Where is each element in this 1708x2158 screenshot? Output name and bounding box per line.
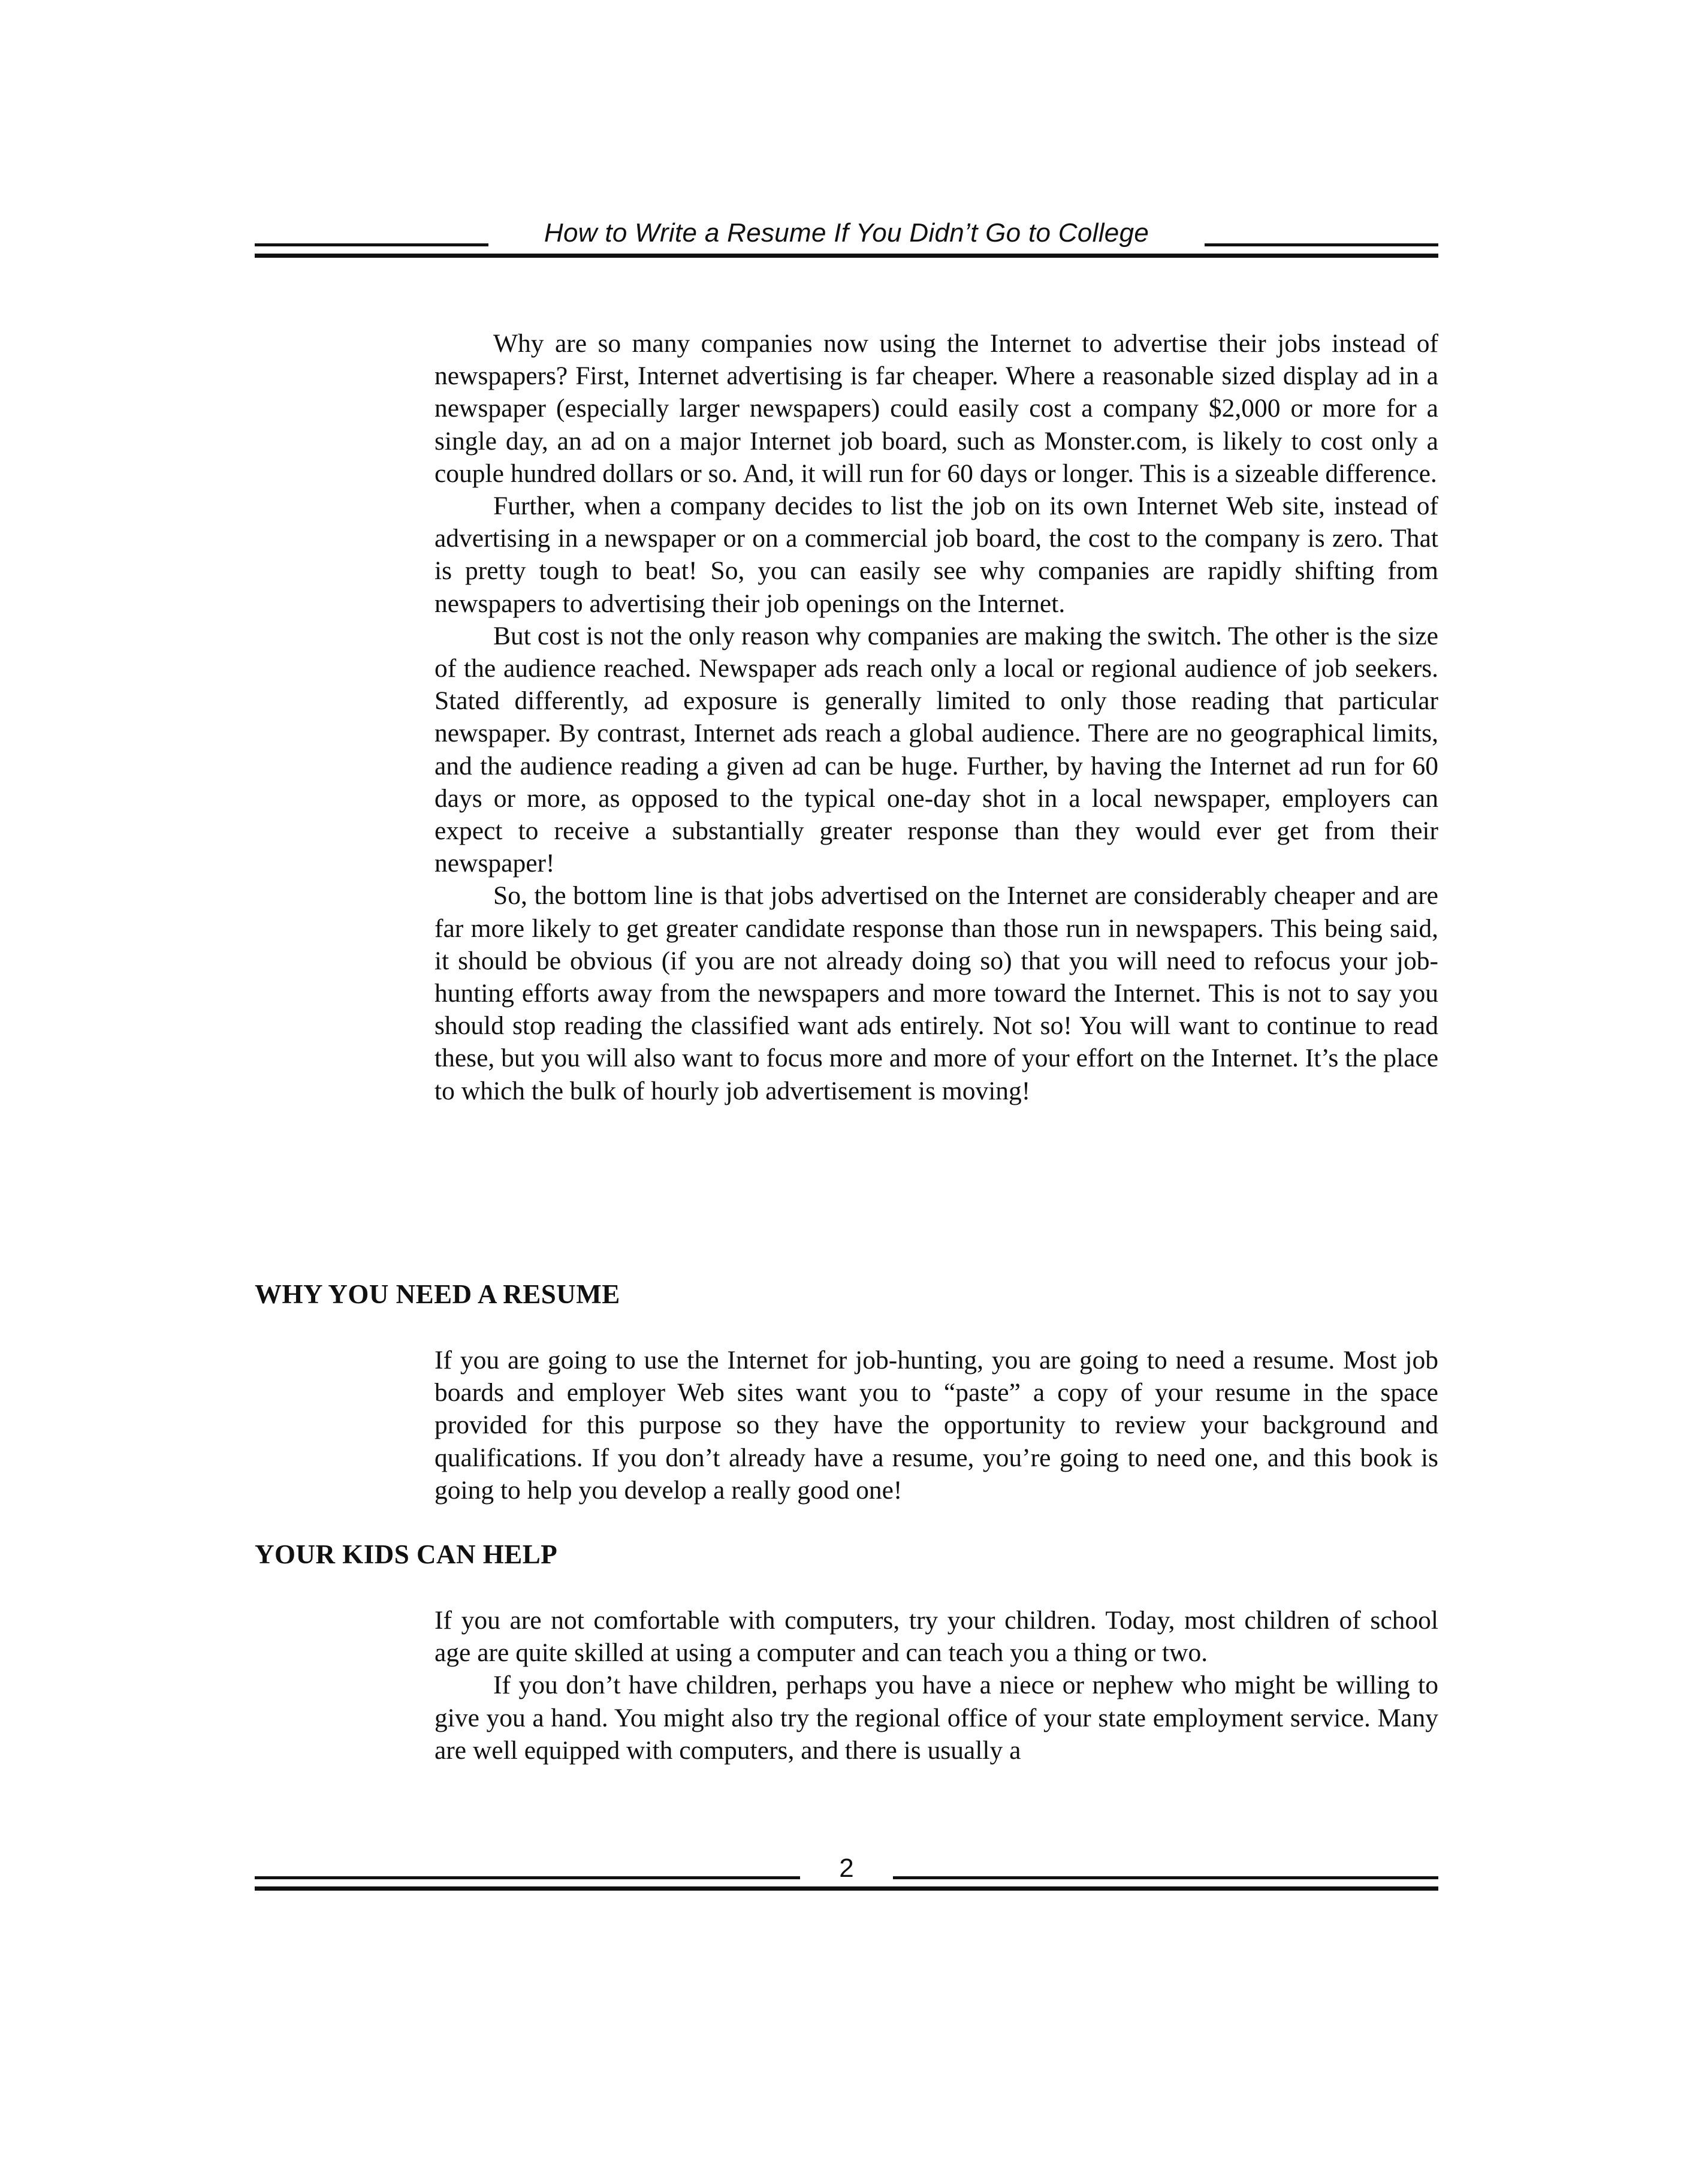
paragraph: But cost is not the only reason why companies are making the switch. The other is the size of the audience reached. Newspaper ads reach only a local or regional audience of job seekers. Stated differently, ad exposure is generally limited to only those reading that particular newspaper. By contrast, Internet ads reach a global audience. There are no geographical limits, and the audience reading a given ad can be huge. Further, by having the Internet ad run for 60 days or more, as opposed to the typical one-day shot in a local newspaper, employers can expect to receive a substantially greater response than they would ever get from their newspaper! — [434, 621, 1438, 878]
paragraph: If you are not comfortable with computers, try your children. Today, most children of school age are quite skilled at using a computer and can teach you a thing or two. — [434, 1606, 1438, 1668]
page-number: 2 — [839, 1853, 854, 1883]
paragraph: Further, when a company decides to list the job on its own Internet Web site, instead of advertising in a newspaper or on a commercial job board, the cost to the company is zero. That is pretty tough to beat! So, you can easily see why companies are rapidly shifting from newspapers to advertising their job openings on the Internet. — [434, 492, 1438, 618]
section-heading-kids: YOUR KIDS CAN HELP — [255, 1539, 558, 1569]
kids-section — [434, 1604, 1438, 1767]
page-footer — [255, 1853, 1438, 1894]
paragraph: So, the bottom line is that jobs advertised on the Internet are considerably cheaper and are far more likely to get greater candidate response than those run in newspapers. This being said, it should be obvious (if you are not already doing so) that you will need to refocus your job-hunting efforts away from the newspapers and more toward the Internet. This is not to say you should stop reading the classified want ads entirely. Not so! You will want to continue to read these, but you will also want to focus more and more of your effort on the Internet. It’s the place to which the bulk of hourly job advertisement is moving! — [434, 881, 1438, 1105]
intro-section — [434, 327, 1438, 1107]
section-heading-resume: WHY YOU NEED A RESUME — [255, 1279, 620, 1309]
running-header — [255, 218, 1438, 264]
paragraph: Why are so many companies now using the Internet to advertise their jobs instead of newspapers? First, Internet advertising is far cheaper. Where a reasonable sized display ad in a newspaper (especially larger newspapers) could easily cost a company $2,000 or more for a single day, an ad on a major Internet job board, such as Monster.com, is likely to cost only a couple hundred dollars or so. And, it will run for 60 days or longer. This is a sizeable difference. — [434, 329, 1438, 488]
resume-section — [434, 1344, 1438, 1506]
running-title: How to Write a Resume If You Didn’t Go to College — [544, 218, 1149, 248]
footer-rule-bottom — [255, 1886, 1438, 1891]
paragraph: If you are going to use the Internet for job-hunting, you are going to need a resume. Most job boards and employer Web sites want you to “paste” a copy of your resume in the space provided for this purpose so they have the opportunity to review your background and qualifications. If you don’t already have a resume, you’re going to need one, and this book is going to help you develop a really good one! — [434, 1346, 1438, 1505]
paragraph: If you don’t have children, perhaps you have a niece or nephew who might be willing to give you a hand. You might also try the regional office of your state employment service. Many are well equipped with computers, and there is usually a — [434, 1671, 1438, 1765]
header-rule-bottom — [255, 254, 1438, 258]
